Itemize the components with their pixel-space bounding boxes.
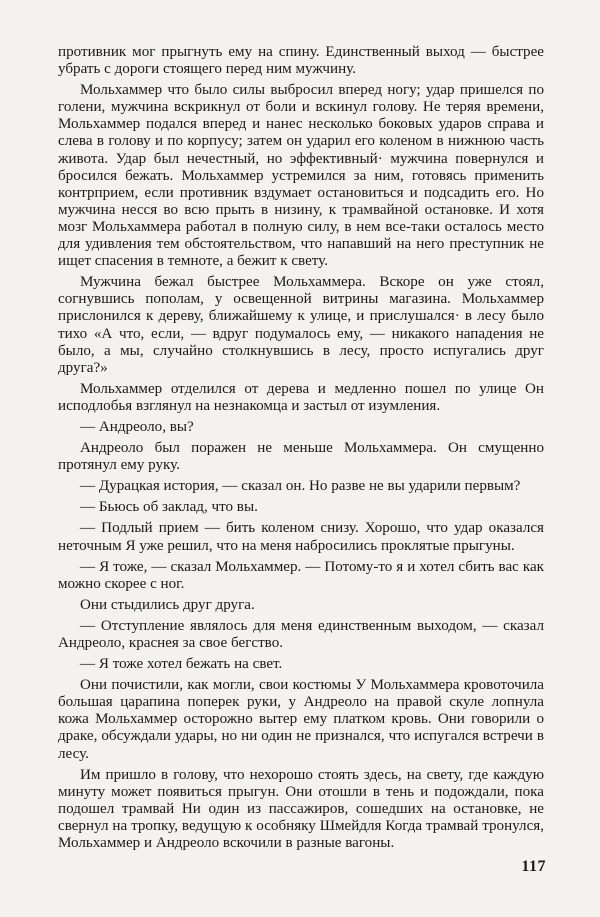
paragraph: Мольхаммер отделился от дерева и медленно пошел по улице Он исподлобья взглянул на незнакомца и застыл от изумления. — [58, 380, 544, 414]
paragraph: — Подлый прием — бить коленом снизу. Хорошо, что удар оказался неточным Я уже решил, что на меня набросились проклятые прыгуны. — [58, 520, 544, 554]
paragraph: Мужчина бежал быстрее Мольхаммера. Вскоре он уже стоял, согнувшись пополам, у освещенной витрины магазина. Мольхаммер прислонился к дереву, ближайшему к улице, и прислушался· в лесу было тихо «А что, если, — вдруг подумалось ему, — никакого нападения не было, а мы, случайно столкнувшись в лесу, просто испугались друг друга?» — [58, 274, 544, 376]
paragraph: — Отступление являлось для меня единственным выходом, — сказал Андреоло, краснея за свое бегство. — [58, 617, 544, 651]
paragraph: — Бьюсь об заклад, что вы. — [80, 499, 258, 516]
paragraph: противник мог прыгнуть ему на спину. Единственный выход — быстрее убрать с дороги стоящего перед ним мужчину. — [58, 44, 544, 78]
paragraph: Они стыдились друг друга. — [80, 596, 255, 613]
paragraph: Мольхаммер что было силы выбросил вперед ногу; удар пришелся по голени, мужчина вскрикнул от боли и вскинул голову. Не теряя времени, Мольхаммер подался вперед и нанес несколько боковых ударов справа и слева в голову и по корпусу; затем он ударил его коленом в нижнюю часть живота. Удар был нечестный, но эффективный· мужчина повернулся и бросился бежать. Мольхаммер устремился за ним, готовясь применить контрприем, если противник вздумает остановиться и подсадить его. Но мужчина несся во всю прыть в низину, к трамвайной остановке. И хотя мозг Мольхаммера работал в полную силу, в нем все-таки осталось место для удивления тем обстоятельством, что напавший на него преступник не ищет спасения в темноте, а бежит к свету. — [58, 82, 544, 270]
paragraph: — Я тоже, — сказал Мольхаммер. — Потому-то я и хотел сбить вас как можно скорее с ног. — [58, 558, 544, 592]
paragraph: Андреоло был поражен не меньше Мольхаммера. Он смущенно протянул ему руку. — [58, 440, 544, 474]
paragraph: Они почистили, как могли, свои костюмы У Мольхаммера кровоточила большая царапина поперек руки, у Андреоло на правой скуле лопнула кожа Мольхаммер осторожно вытер ему платком кровь. Они говорили о драке, обсуждали удары, но ни один не признался, что испугался встречи в лесу. — [58, 677, 544, 762]
page-number: 117 — [521, 858, 546, 875]
paragraph: Им пришло в голову, что нехорошо стоять здесь, на свету, где каждую минуту может появиться прыгун. Они отошли в тень и подождали, пока подошел трамвай Ни один из пассажиров, сошедших на остановке, не свернул на тропку, ведущую к особняку Шмейдля Когда трамвай тронулся, Мольхаммер и Андреоло вскочили в разные вагоны. — [58, 766, 544, 852]
paragraph: — Я тоже хотел бежать на свет. — [80, 656, 283, 673]
paragraph: — Андреоло, вы? — [80, 418, 194, 435]
body-text — [58, 44, 544, 856]
paragraph: — Дурацкая история, — сказал он. Но разве не вы ударили первым? — [80, 478, 521, 495]
